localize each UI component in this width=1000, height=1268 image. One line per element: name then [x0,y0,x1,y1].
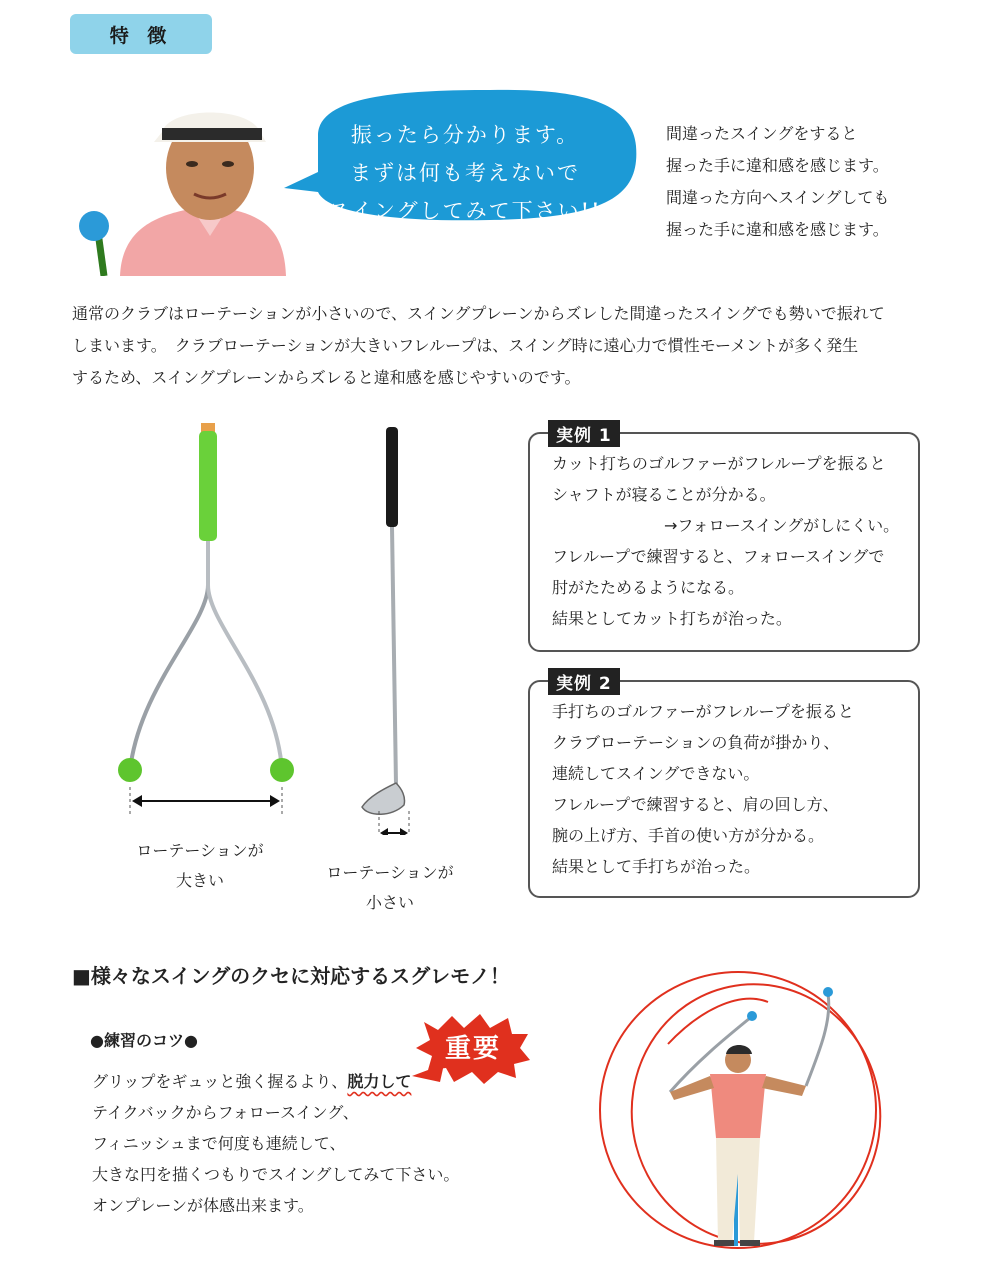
bubble-line: まずは何も考えないで [350,161,580,185]
swing-path [668,999,768,1044]
ball-icon [747,1011,757,1021]
side-line: 間違ったスイングをすると [666,124,858,143]
important-badge-label: 重要 [444,1034,501,1064]
bubble-line: スイングしてみて下さい!! [328,199,602,223]
caption-line: 大きい [175,871,224,890]
side-line: 握った手に違和感を感じます。 [666,220,889,239]
freloop-club-icon [118,423,294,815]
caption-line: ローテーションが [136,841,264,860]
tips-line: 大きな円を描くつもりでスイングしてみて下さい。 [92,1165,460,1184]
swing-illustration [588,960,898,1260]
case-line: フレループで練習すると、肩の回し方、 [552,795,839,814]
coach-photo [79,113,286,277]
intro-line: しまいます。 クラブローテーションが大きいフレループは、スイング時に遠心力で慣性モーメントが多く発生 [72,336,859,355]
tips-text [92,1066,459,1221]
case-line: カット打ちのゴルファーがフレループを振ると [552,454,886,473]
intro-paragraph [72,298,952,394]
case-2-text [552,696,854,882]
case-line: 結果として手打ちが治った。 [552,857,761,876]
section-tag: 特 徴 [70,14,212,54]
case-1-box [528,426,920,652]
normal-club-icon [362,427,409,835]
case-line: 手打ちのゴルファーがフレループを振ると [552,702,854,721]
case-line: 結果としてカット打ちが治った。 [552,609,792,628]
case-line: フレループで練習すると、フォロースイングで [552,547,885,566]
tips-line [92,1066,459,1097]
caption-line: ローテーションが [326,863,454,882]
section-heading: ■様々なスイングのクセに対応するスグレモノ！ [72,964,510,988]
bubble-line: 振ったら分かります。 [350,123,580,147]
caption-line: 小さい [365,893,414,912]
side-line: 握った手に違和感を感じます。 [666,156,889,175]
club-comparison-illustration [100,415,440,835]
side-line: 間違った方向へスイングしても [666,188,890,207]
tips-title: ●練習のコツ● [90,1031,198,1050]
tips-line: オンプレーンが体感出来ます。 [92,1196,314,1215]
tips-line-start: グリップをギュッと強く握るより、 [92,1072,348,1091]
large-rotation-caption [100,836,300,896]
case-1-text [552,448,899,634]
case-2-title: 実例 2 [548,668,620,695]
case-line: 肘がたためるようになる。 [552,578,745,597]
case-line: 腕の上げ方、手首の使い方が分かる。 [552,826,825,845]
intro-line: するため、スイングプレーンからズレると違和感を感じやすいのです。 [72,368,581,387]
speech-bubble-text [300,116,630,230]
case-line: 連続してスイングできない。 [552,764,760,783]
intro-line: 通常のクラブはローテーションが小さいので、スイングプレーンからズレした間違ったスイングでも勢いで振れて [72,304,885,323]
case-line: クラブローテーションの負荷が掛かり、 [552,733,840,752]
side-description [666,118,966,246]
tips-line: テイクバックからフォロースイング、 [92,1103,359,1122]
case-line: シャフトが寝ることが分かる。 [552,485,776,504]
case-line: →フォロースイングがしにくい。 [664,516,900,535]
ball-icon [823,987,833,997]
small-rotation-caption [290,858,490,918]
case-2-box [528,674,920,898]
tips-line: フィニッシュまで何度も連続して、 [92,1134,346,1153]
case-1-title: 実例 1 [548,420,620,447]
tips-emphasis: 脱力して [347,1072,412,1091]
